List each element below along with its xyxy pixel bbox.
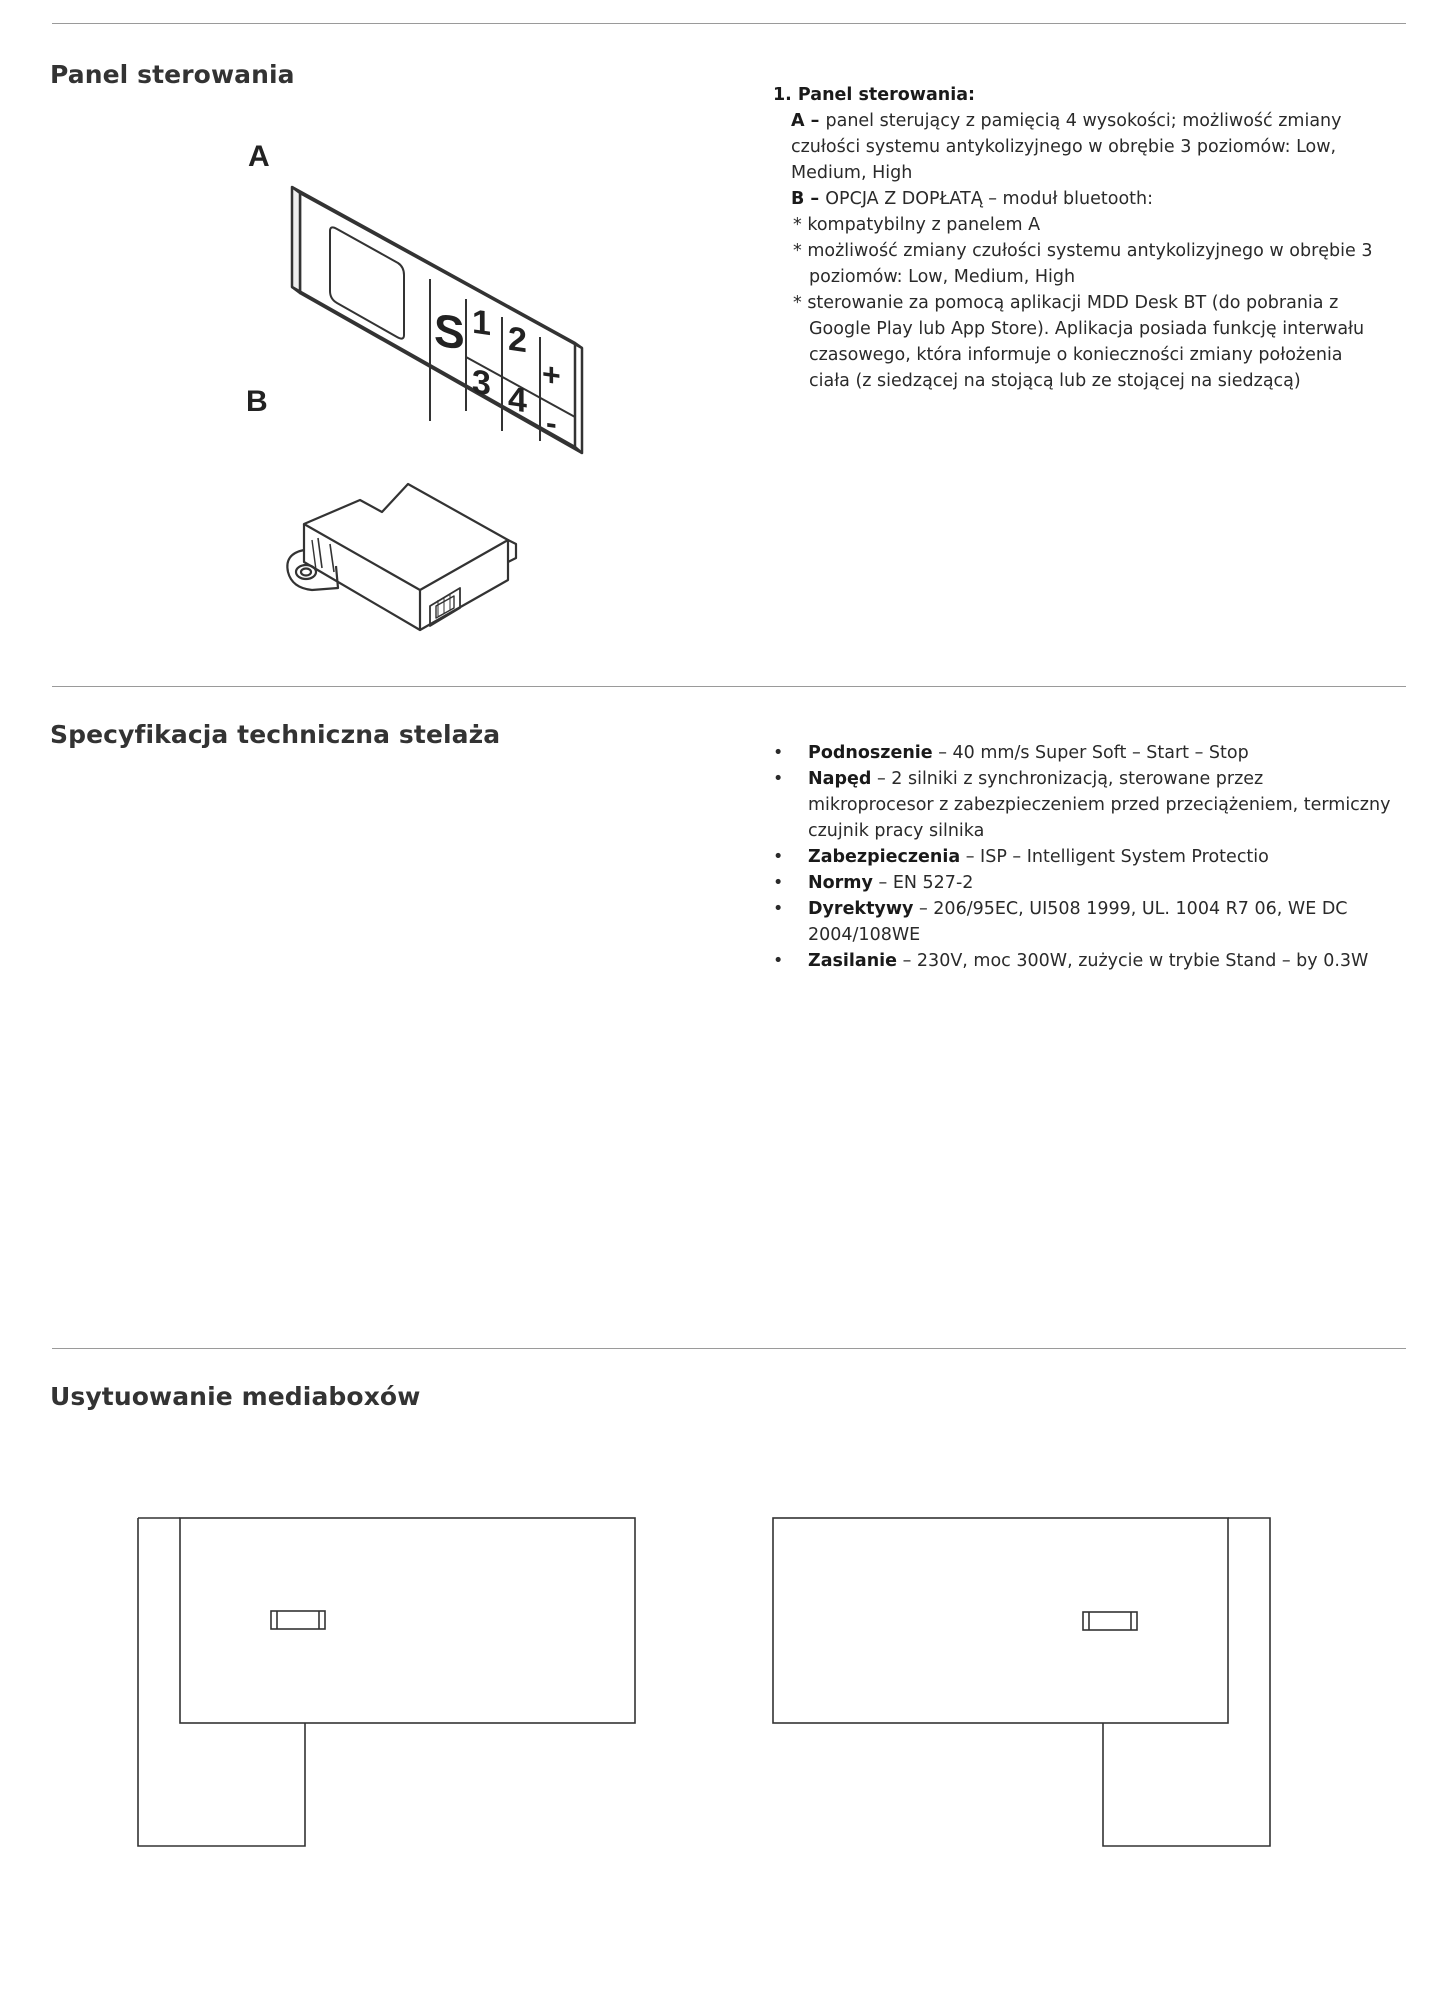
spec-list-block [773, 740, 1393, 974]
panel-description [773, 82, 1373, 394]
panel-key-s: S [434, 303, 465, 360]
spec-item: • Podnoszenie – 40 mm/s Super Soft – Start – Stop [773, 740, 1393, 766]
desk-layout-right [770, 1515, 1275, 1850]
panel-item-b: B – OPCJA Z DOPŁATĄ – moduł bluetooth: [791, 189, 1153, 209]
spec-item: • Dyrektywy – 206/95EC, UI508 1999, UL. 1004 R7 06, WE DC 2004/108WE [773, 896, 1393, 948]
panel-key-4: 4 [508, 379, 527, 421]
panel-item-a: A – panel sterujący z pamięcią 4 wysokości; możliwość zmiany czułości systemu antykolizyjnego w obrębie 3 poziomów: Low, Medium, High [791, 111, 1342, 183]
label-b: B [246, 385, 268, 418]
spec-item: • Zasilanie – 230V, moc 300W, zużycie w trybie Stand – by 0.3W [773, 948, 1393, 974]
spec-item: • Normy – EN 527-2 [773, 870, 1393, 896]
section-title-spec: Specyfikacja techniczna stelaża [50, 720, 501, 749]
panel-key-3: 3 [472, 362, 491, 404]
bluetooth-feature: * sterowanie za pomocą aplikacji MDD Desk BT (do pobrania z Google Play lub App Store). Aplikacja posiada funkcję interwału czasowego, która informuje o konieczności zmiany położenia ciała (z siedzącej na stojącą lub ze stojącej na siedzącą) [793, 293, 1365, 391]
section-title-mediabox: Usytuowanie mediaboxów [50, 1382, 421, 1411]
bluetooth-feature: * możliwość zmiany czułości systemu antykolizyjnego w obrębie 3 poziomów: Low, Medium, High [793, 241, 1373, 287]
mediabox-icon [1083, 1612, 1137, 1630]
spec-item: • Zabezpieczenia – ISP – Intelligent System Protectio [773, 844, 1393, 870]
panel-key-2: 2 [508, 319, 527, 361]
section-divider-3 [52, 1348, 1406, 1349]
spec-list [773, 740, 1393, 974]
panel-list-heading: 1. Panel sterowania: [773, 85, 976, 105]
top-divider [52, 23, 1406, 24]
control-panel-illustration [290, 185, 600, 460]
section-title-panel: Panel sterowania [50, 60, 295, 89]
label-a: A [248, 140, 270, 173]
panel-key-1: 1 [472, 302, 491, 344]
desk-layout-left [135, 1515, 640, 1850]
spec-item: • Napęd – 2 silniki z synchronizacją, sterowane przez mikroprocesor z zabezpieczeniem przed przeciążeniem, termiczny czujnik pracy silnika [773, 766, 1393, 844]
panel-key-plus: + [542, 355, 561, 395]
mediabox-icon [271, 1611, 325, 1629]
bluetooth-feature: * kompatybilny z panelem A [793, 215, 1041, 235]
section-divider-2 [52, 686, 1406, 687]
bluetooth-module-illustration [290, 480, 520, 645]
panel-key-minus: - [546, 404, 557, 442]
